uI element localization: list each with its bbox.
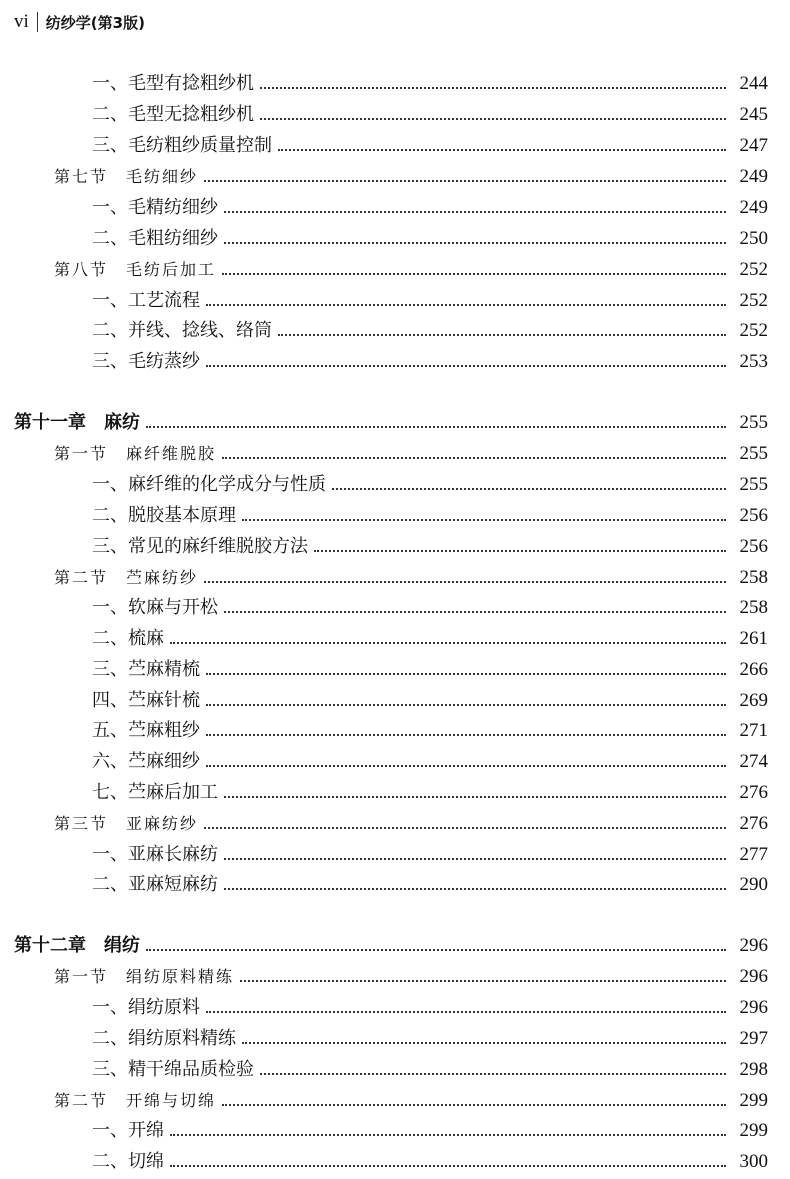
dot-leader	[260, 87, 726, 89]
toc-entry-item[interactable]	[0, 467, 790, 497]
toc-entry-item[interactable]	[0, 837, 790, 867]
toc-entry-title: 三、毛纺蒸纱	[92, 351, 200, 372]
dot-leader	[242, 1042, 726, 1044]
toc-entry-title: 二、梳麻	[92, 628, 164, 649]
toc-entry-item[interactable]	[0, 498, 790, 528]
toc-entry-section[interactable]	[0, 159, 790, 189]
toc-entry-page-number: 245	[739, 104, 768, 125]
dot-leader	[170, 642, 726, 644]
toc-entry-title: 第二节 苎麻纺纱	[54, 568, 199, 587]
toc-entry-item[interactable]	[0, 1021, 790, 1051]
toc-entry-page-number: 277	[739, 844, 768, 865]
toc-entry-title: 一、开绵	[92, 1120, 164, 1141]
toc-entry-page-number: 249	[739, 197, 768, 218]
dot-leader	[278, 334, 726, 336]
toc-entry-title: 六、苎麻细纱	[92, 751, 200, 772]
dot-leader	[206, 365, 726, 367]
toc-entry-item[interactable]	[0, 990, 790, 1020]
toc-entry-page-number: 258	[739, 567, 768, 588]
dot-leader	[146, 426, 726, 428]
toc-entry-page-number: 299	[739, 1090, 768, 1111]
toc-entry-item[interactable]	[0, 1144, 790, 1174]
toc-entry-page-number: 247	[739, 135, 768, 156]
toc-entry-page-number: 269	[739, 690, 768, 711]
toc-entry-page-number: 296	[739, 997, 768, 1018]
toc-entry-item[interactable]	[0, 283, 790, 313]
header-divider	[37, 12, 38, 32]
toc-entry-section[interactable]	[0, 560, 790, 590]
toc-entry-page-number: 290	[739, 874, 768, 895]
toc-entry-page-number: 274	[739, 751, 768, 772]
dot-leader	[260, 1073, 726, 1075]
toc-entry-page-number: 255	[739, 474, 768, 495]
toc-entry-page-number: 252	[739, 259, 768, 280]
toc-entry-section[interactable]	[0, 252, 790, 282]
toc-entry-title: 二、毛型无捻粗纱机	[92, 104, 254, 125]
dot-leader	[224, 242, 726, 244]
toc-entry-page-number: 261	[739, 628, 768, 649]
dot-leader	[222, 457, 726, 459]
dot-leader	[204, 581, 726, 583]
page-number: vi	[14, 11, 29, 32]
book-title: 纺纱学(第3版)	[45, 13, 145, 32]
dot-leader	[206, 704, 726, 706]
toc-entry-page-number: 276	[739, 782, 768, 803]
toc-entry-title: 一、亚麻长麻纺	[92, 844, 218, 865]
toc-entry-item[interactable]	[0, 221, 790, 251]
toc-entry-page-number: 276	[739, 813, 768, 834]
toc-entry-page-number: 271	[739, 720, 768, 741]
dot-leader	[206, 1011, 726, 1013]
toc-entry-page-number: 299	[739, 1120, 768, 1141]
toc-entry-section[interactable]	[0, 436, 790, 466]
toc-entry-title: 二、亚麻短麻纺	[92, 874, 218, 895]
dot-leader	[222, 1104, 726, 1106]
toc-entry-item[interactable]	[0, 344, 790, 374]
toc-entry-page-number: 300	[739, 1151, 768, 1172]
dot-leader	[222, 273, 726, 275]
dot-leader	[260, 118, 726, 120]
toc-entry-item[interactable]	[0, 621, 790, 651]
toc-entry-page-number: 244	[739, 73, 768, 94]
dot-leader	[224, 858, 726, 860]
toc-entry-page-number: 252	[739, 290, 768, 311]
toc-entry-chapter[interactable]	[0, 928, 790, 958]
toc-entry-title: 第二节 开绵与切绵	[54, 1091, 217, 1110]
dot-leader	[224, 888, 726, 890]
dot-leader	[206, 673, 726, 675]
toc-entry-title: 二、切绵	[92, 1151, 164, 1172]
toc-entry-page-number: 296	[739, 966, 768, 987]
toc-entry-item[interactable]	[0, 97, 790, 127]
toc-entry-title: 第三节 亚麻纺纱	[54, 814, 199, 833]
toc-entry-title: 一、毛精纺细纱	[92, 197, 218, 218]
dot-leader	[204, 180, 726, 182]
toc-entry-page-number: 256	[739, 536, 768, 557]
toc-entry-item[interactable]	[0, 652, 790, 682]
toc-entry-page-number: 252	[739, 320, 768, 341]
dot-leader	[314, 550, 726, 552]
dot-leader	[242, 519, 726, 521]
toc-entry-item[interactable]	[0, 683, 790, 713]
toc-entry-item[interactable]	[0, 66, 790, 96]
toc-entry-title: 三、苎麻精梳	[92, 659, 200, 680]
dot-leader	[278, 149, 726, 151]
toc-entry-title: 二、脱胶基本原理	[92, 505, 236, 526]
toc-entry-page-number: 255	[739, 412, 768, 433]
dot-leader	[206, 304, 726, 306]
toc-entry-page-number: 266	[739, 659, 768, 680]
toc-entry-title: 一、绢纺原料	[92, 997, 200, 1018]
toc-entry-title: 一、工艺流程	[92, 290, 200, 311]
toc-entry-item[interactable]	[0, 713, 790, 743]
toc-entry-page-number: 253	[739, 351, 768, 372]
toc-entry-title: 二、毛粗纺细纱	[92, 228, 218, 249]
dot-leader	[332, 488, 726, 490]
toc-entry-page-number: 297	[739, 1028, 768, 1049]
page-header	[14, 8, 145, 36]
toc-entry-title: 四、苎麻针梳	[92, 690, 200, 711]
toc-entry-page-number: 298	[739, 1059, 768, 1080]
dot-leader	[170, 1165, 726, 1167]
toc-entry-page-number: 250	[739, 228, 768, 249]
toc-entry-title: 二、绢纺原料精练	[92, 1028, 236, 1049]
toc-entry-item[interactable]	[0, 867, 790, 897]
toc-entry-title: 第七节 毛纺细纱	[54, 167, 199, 186]
dot-leader	[224, 211, 726, 213]
toc-entry-item[interactable]	[0, 590, 790, 620]
toc-entry-title: 一、软麻与开松	[92, 597, 218, 618]
dot-leader	[224, 611, 726, 613]
toc-entry-page-number: 296	[739, 935, 768, 956]
toc-entry-item[interactable]	[0, 190, 790, 220]
toc-entry-section[interactable]	[0, 806, 790, 836]
toc-entry-page-number: 256	[739, 505, 768, 526]
toc-entry-page-number: 249	[739, 166, 768, 187]
dot-leader	[206, 765, 726, 767]
toc-entry-title: 第一节 麻纤维脱胶	[54, 444, 217, 463]
toc-entry-chapter[interactable]	[0, 405, 790, 435]
dot-leader	[170, 1134, 726, 1136]
toc-entry-section[interactable]	[0, 959, 790, 989]
toc-entry-title: 第十二章 绢纺	[14, 935, 140, 956]
toc-entry-title: 三、常见的麻纤维脱胶方法	[92, 536, 308, 557]
toc-entry-title: 一、麻纤维的化学成分与性质	[92, 474, 326, 495]
toc-entry-title: 二、并线、捻线、络筒	[92, 320, 272, 341]
toc-entry-item[interactable]	[0, 744, 790, 774]
dot-leader	[146, 949, 726, 951]
toc-entry-title: 第十一章 麻纺	[14, 412, 140, 433]
toc-entry-title: 三、毛纺粗纱质量控制	[92, 135, 272, 156]
dot-leader	[224, 796, 726, 798]
toc-entry-title: 一、毛型有捻粗纱机	[92, 73, 254, 94]
toc-entry-title: 三、精干绵品质检验	[92, 1059, 254, 1080]
toc-entry-page-number: 258	[739, 597, 768, 618]
toc-entry-title: 第八节 毛纺后加工	[54, 260, 217, 279]
toc-entry-section[interactable]	[0, 1083, 790, 1113]
dot-leader	[206, 734, 726, 736]
dot-leader	[240, 980, 726, 982]
toc-entry-title: 第一节 绢纺原料精练	[54, 967, 235, 986]
toc-entry-item[interactable]	[0, 128, 790, 158]
toc-entry-title: 五、苎麻粗纱	[92, 720, 200, 741]
toc-entry-title: 七、苎麻后加工	[92, 782, 218, 803]
toc-entry-page-number: 255	[739, 443, 768, 464]
dot-leader	[204, 827, 726, 829]
toc-entry-item[interactable]	[0, 313, 790, 343]
toc-entry-item[interactable]	[0, 775, 790, 805]
toc-entry-item[interactable]	[0, 529, 790, 559]
toc-entry-item[interactable]	[0, 1052, 790, 1082]
toc-entry-item[interactable]	[0, 1113, 790, 1143]
